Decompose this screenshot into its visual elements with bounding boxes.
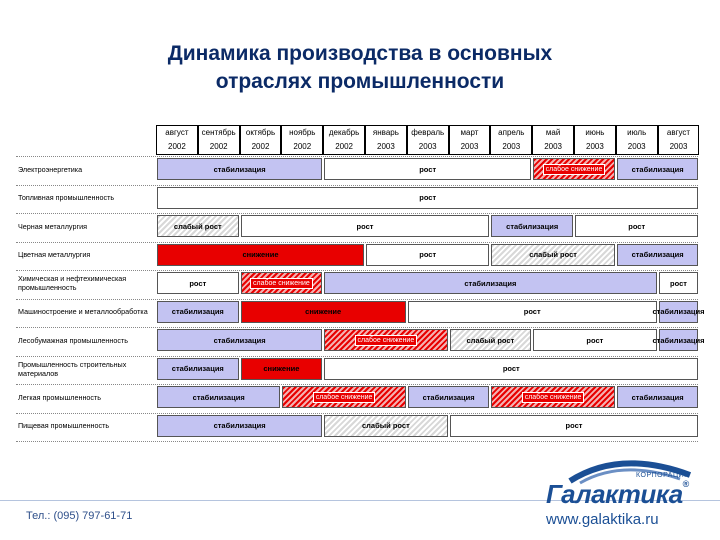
month-header bbox=[198, 125, 240, 155]
month-header bbox=[616, 125, 658, 155]
industry-label: Топливная промышленность bbox=[18, 193, 115, 202]
industry-label: Пищевая промышленность bbox=[18, 421, 110, 430]
trend-label: рост bbox=[502, 364, 520, 373]
title-line-1: Динамика производства в основных bbox=[167, 42, 553, 65]
trend-segment-stab bbox=[617, 386, 699, 408]
trend-segment-slab-snizh bbox=[491, 386, 614, 408]
trend-segment-slab-rost bbox=[450, 329, 532, 351]
month-year: 2002 bbox=[168, 142, 186, 151]
trend-label: рост bbox=[523, 307, 541, 316]
month-year: 2003 bbox=[544, 142, 562, 151]
trend-label: стабилизация bbox=[171, 307, 224, 316]
month-year: 2003 bbox=[627, 142, 646, 151]
trend-segment-rost bbox=[324, 158, 531, 180]
trend-segment-stab bbox=[157, 329, 322, 351]
trend-label: стабилизация bbox=[506, 221, 559, 231]
month-header bbox=[240, 125, 282, 155]
month-header bbox=[449, 125, 491, 155]
month-year: 2003 bbox=[502, 142, 521, 151]
month-header bbox=[323, 125, 365, 155]
slide-title bbox=[0, 40, 720, 96]
row-divider bbox=[16, 299, 698, 300]
month-header bbox=[281, 125, 323, 155]
month-year: 2002 bbox=[251, 142, 270, 151]
trend-segment-slab-rost bbox=[324, 415, 447, 437]
trend-segment-stab bbox=[157, 158, 322, 180]
month-name: август bbox=[666, 128, 691, 137]
trend-segment-stab bbox=[408, 386, 490, 408]
month-header bbox=[156, 125, 198, 155]
trend-segment-rost bbox=[659, 272, 699, 294]
trend-segment-snizh bbox=[157, 244, 364, 266]
trend-label: рост bbox=[419, 193, 437, 202]
trend-segment-slab-snizh bbox=[324, 329, 447, 351]
month-name: январь bbox=[372, 128, 399, 137]
row-divider bbox=[16, 213, 698, 214]
trend-label: стабилизация bbox=[213, 421, 266, 430]
trend-segment-stab bbox=[324, 272, 656, 294]
month-year: 2002 bbox=[209, 142, 228, 151]
industry-timeline-table bbox=[16, 125, 705, 445]
trend-label: рост bbox=[670, 278, 687, 288]
trend-segment-rost bbox=[324, 358, 698, 380]
galaktika-logo bbox=[540, 455, 700, 535]
trend-segment-slab-rost bbox=[157, 215, 239, 237]
trend-label: рост bbox=[419, 164, 437, 174]
trend-label: стабилизация bbox=[631, 250, 684, 259]
trend-label: стабилизация bbox=[464, 278, 517, 288]
row-divider bbox=[16, 185, 698, 186]
month-name: апрель bbox=[498, 128, 525, 137]
trend-label: снижение bbox=[263, 364, 300, 373]
trend-label: рост bbox=[586, 335, 604, 345]
month-name: декабрь bbox=[328, 128, 360, 137]
trend-label: стабилизация bbox=[652, 335, 705, 345]
logo-brand-name: Галактика bbox=[546, 479, 683, 509]
trend-segment-rost bbox=[241, 215, 490, 237]
trend-label: стабилизация bbox=[192, 392, 245, 402]
trend-segment-rost bbox=[157, 187, 698, 209]
trend-label: рост bbox=[565, 421, 583, 430]
trend-label: стабилизация bbox=[422, 392, 475, 402]
row-divider bbox=[16, 156, 698, 157]
trend-segment-snizh bbox=[241, 301, 406, 323]
month-year: 2002 bbox=[335, 142, 353, 151]
trend-segment-stab bbox=[157, 386, 280, 408]
month-name: сентябрь bbox=[201, 128, 236, 137]
trend-segment-rost bbox=[450, 415, 699, 437]
month-header bbox=[365, 125, 407, 155]
trend-segment-stab bbox=[157, 415, 322, 437]
row-divider bbox=[16, 327, 698, 328]
industry-label: Легкая промышленность bbox=[18, 392, 102, 402]
month-year: 2003 bbox=[669, 142, 688, 151]
month-year: 2003 bbox=[586, 142, 604, 151]
month-name: июль bbox=[627, 128, 647, 137]
trend-label: снижение bbox=[305, 307, 342, 316]
trend-segment-stab bbox=[617, 244, 699, 266]
row-divider bbox=[16, 441, 698, 442]
month-name: май bbox=[545, 128, 561, 137]
month-name: июнь bbox=[585, 128, 605, 137]
month-name: февраль bbox=[411, 128, 445, 137]
logo-corp-text: КОРПОРАЦИЯ bbox=[636, 472, 690, 479]
trend-label: рост bbox=[628, 221, 646, 231]
trend-segment-stab bbox=[157, 301, 239, 323]
trend-segment-rost bbox=[157, 272, 239, 294]
month-year: 2002 bbox=[293, 142, 312, 151]
logo-reg-mark: ® bbox=[682, 479, 689, 489]
trend-segment-stab bbox=[491, 215, 573, 237]
trend-segment-rost bbox=[575, 215, 698, 237]
trend-segment-slab-snizh bbox=[533, 158, 615, 180]
month-name: март bbox=[460, 128, 479, 137]
row-divider bbox=[16, 384, 698, 385]
trend-label: слабое снижение bbox=[543, 164, 606, 175]
trend-segment-stab bbox=[617, 158, 699, 180]
trend-label: рост bbox=[419, 250, 437, 259]
trend-label: слабый рост bbox=[362, 421, 410, 430]
trend-label: стабилизация bbox=[652, 307, 705, 316]
trend-label: слабый рост bbox=[529, 250, 577, 259]
month-name: ноябрь bbox=[289, 128, 316, 137]
month-year: 2003 bbox=[460, 142, 479, 151]
month-name: октябрь bbox=[245, 128, 276, 137]
trend-label: слабый рост bbox=[466, 335, 515, 345]
trend-segment-snizh bbox=[241, 358, 323, 380]
row-divider bbox=[16, 242, 698, 243]
trend-label: стабилизация bbox=[171, 364, 224, 373]
month-header bbox=[658, 125, 700, 155]
trend-segment-slab-rost bbox=[491, 244, 614, 266]
month-year: 2003 bbox=[377, 142, 395, 151]
trend-label: рост bbox=[356, 221, 374, 231]
industry-label: Машиностроение и металлообработка bbox=[18, 307, 148, 316]
trend-label: слабое снижение bbox=[313, 392, 376, 403]
industry-label: Химическая и нефтехимическая промышленность bbox=[18, 274, 127, 292]
trend-segment-stab bbox=[652, 329, 705, 351]
month-header bbox=[490, 125, 532, 155]
trend-segment-rost bbox=[533, 329, 656, 351]
industry-label: Черная металлургия bbox=[18, 221, 87, 231]
trend-segment-stab bbox=[157, 358, 239, 380]
trend-label: слабое снижение bbox=[522, 392, 585, 403]
row-divider bbox=[16, 356, 698, 357]
month-year: 2003 bbox=[418, 142, 437, 151]
trend-label: слабое снижение bbox=[250, 278, 313, 289]
trend-segment-slab-snizh bbox=[241, 272, 323, 294]
trend-segment-rost bbox=[366, 244, 489, 266]
trend-label: снижение bbox=[242, 250, 279, 259]
trend-label: стабилизация bbox=[213, 164, 266, 174]
month-name: август bbox=[165, 128, 189, 137]
trend-segment-rost bbox=[408, 301, 657, 323]
month-header bbox=[532, 125, 574, 155]
trend-label: стабилизация bbox=[631, 392, 684, 402]
trend-segment-slab-snizh bbox=[282, 386, 405, 408]
trend-label: слабое снижение bbox=[355, 335, 418, 346]
row-divider bbox=[16, 270, 698, 271]
footer-phone: Тел.: (095) 797-61-71 bbox=[26, 510, 133, 522]
website-link[interactable]: www.galaktika.ru bbox=[546, 511, 659, 528]
industry-label: Лесобумажная промышленность bbox=[18, 335, 128, 345]
row-divider bbox=[16, 413, 698, 414]
title-line-2: отраслях промышленности bbox=[215, 70, 505, 93]
industry-label: Промышленность строительных материалов bbox=[18, 359, 127, 378]
trend-label: рост bbox=[189, 278, 207, 288]
trend-label: стабилизация bbox=[213, 335, 266, 345]
month-header bbox=[407, 125, 449, 155]
month-header bbox=[574, 125, 616, 155]
industry-label: Цветная металлургия bbox=[18, 250, 91, 259]
logo-brand-text bbox=[546, 479, 689, 510]
trend-label: стабилизация bbox=[631, 164, 684, 174]
trend-label: слабый рост bbox=[173, 221, 222, 231]
trend-segment-stab bbox=[652, 301, 705, 323]
industry-label: Электроэнергетика bbox=[18, 164, 83, 174]
